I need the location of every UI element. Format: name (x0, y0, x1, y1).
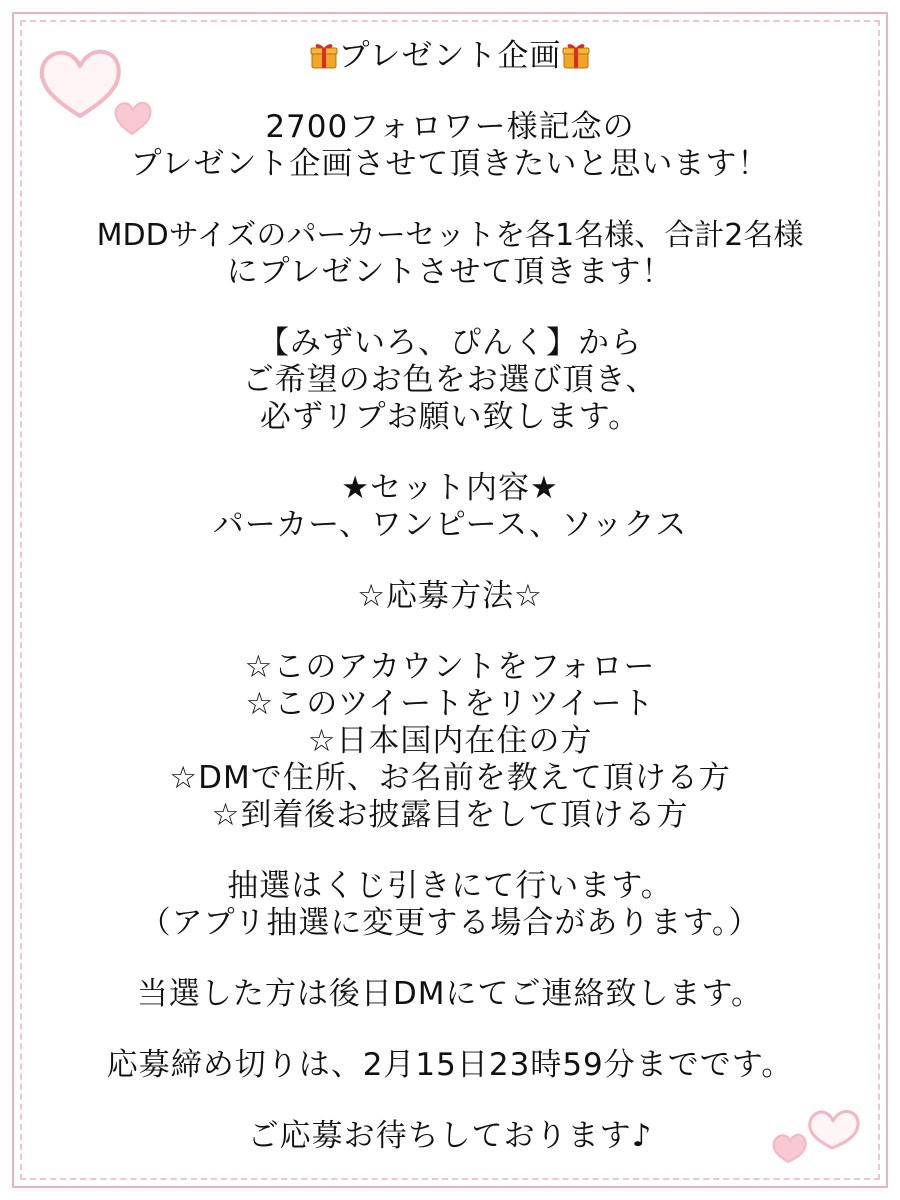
lottery-line: 抽選はくじ引きにて行います。 (227, 868, 673, 904)
color-choice-line: ご希望のお色をお選び頂き、 (242, 362, 658, 398)
color-choice-line: 必ずリプお願い致します。 (259, 399, 641, 435)
set-contents-heading: ★セット内容★ (341, 470, 559, 506)
campaign-text (24, 38, 876, 1155)
gift-icon (309, 40, 339, 70)
campaign-title (24, 38, 876, 75)
deadline-notice: 応募締め切りは、2月15日23時59分までです。 (106, 1047, 794, 1083)
entry-condition: ☆日本国内在住の方 (307, 723, 593, 759)
entry-condition: ☆このアカウントをフォロー (244, 649, 656, 685)
offer-line: にプレゼントさせて頂きます！ (226, 254, 674, 290)
winner-notice: 当選した方は後日DMにてご連絡致します。 (136, 976, 764, 1012)
closing-message: ご応募お待ちしております♪ (247, 1118, 653, 1154)
color-choice-line: 【みずいろ、ぴんく】から (258, 325, 642, 361)
entry-method-heading: ☆応募方法☆ (357, 578, 543, 614)
entry-condition: ☆このツイートをリツイート (245, 686, 655, 722)
intro-line: 2700フォロワー様記念の (265, 109, 635, 145)
entry-condition: ☆到着後お披露目をして頂ける方 (211, 797, 689, 833)
campaign-title-text: プレゼント企画 (338, 38, 562, 74)
gift-icon (561, 40, 591, 70)
offer-line: MDDサイズのパーカーセットを各1名様、合計2名様 (96, 218, 804, 253)
lottery-line: （アプリ抽選に変更する場合があります。） (139, 905, 761, 941)
intro-line: プレゼント企画させて頂きたいと思います！ (130, 146, 770, 182)
entry-condition: ☆DMで住所、お名前を教えて頂ける方 (169, 760, 731, 796)
set-contents-items: パーカー、ワンピース、ソックス (212, 507, 688, 543)
